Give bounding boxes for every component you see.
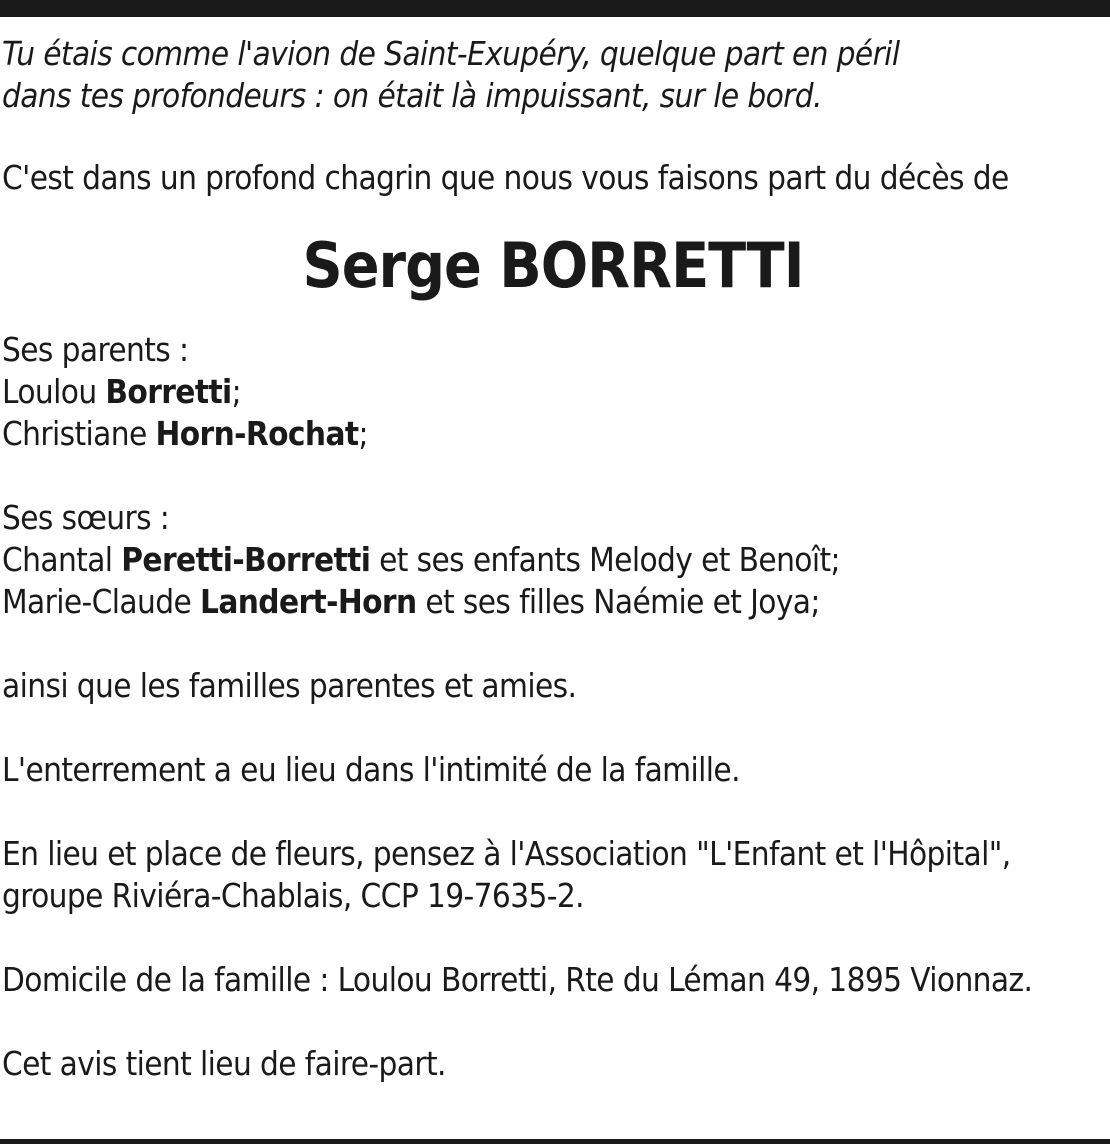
parent-last-name: Borretti <box>105 372 232 411</box>
parents-section <box>2 329 1108 455</box>
parents-heading: Ses parents : <box>2 330 189 369</box>
burial-text: L'enterrement a eu lieu dans l'intimité de la famille. <box>2 750 740 789</box>
sister-details: et ses enfants Melody et Benoît; <box>370 540 840 579</box>
sister-last-name: Peretti-Borretti <box>121 540 371 579</box>
parent-suffix: ; <box>358 414 368 453</box>
sister-entry <box>2 581 1108 623</box>
deceased-name: Serge BORRETTI <box>302 229 804 302</box>
parent-first-name: Christiane <box>2 414 156 453</box>
sister-entry <box>2 539 1108 581</box>
sister-first-name: Chantal <box>2 540 122 579</box>
donation-line: groupe Riviéra-Chablais, CCP 19-7635-2. <box>2 876 584 915</box>
donation-line: En lieu et place de fleurs, pensez à l'Association "L'Enfant et l'Hôpital", <box>2 834 1011 873</box>
sister-details: et ses filles Naémie et Joya; <box>416 582 820 621</box>
top-border-rule <box>0 0 1110 17</box>
obituary-notice <box>2 33 1108 1085</box>
donation-text <box>2 833 1108 917</box>
epigraph-line: Tu étais comme l'avion de Saint-Exupéry, quelque part en péril <box>2 34 900 73</box>
domicile-text: Domicile de la famille : Loulou Borretti, Rte du Léman 49, 1895 Vionnaz. <box>2 960 1033 999</box>
parent-entry <box>2 413 1108 455</box>
parent-last-name: Horn-Rochat <box>155 414 359 453</box>
bottom-border-rule <box>0 1139 1110 1144</box>
parent-suffix: ; <box>231 372 242 411</box>
families-text: ainsi que les familles parentes et amies. <box>2 666 577 705</box>
epigraph-line: dans tes profondeurs : on était là impuissant, sur le bord. <box>2 76 822 115</box>
sister-last-name: Landert-Horn <box>200 582 417 621</box>
epigraph <box>2 33 1108 117</box>
sisters-heading: Ses sœurs : <box>2 498 170 537</box>
intro-text: C'est dans un profond chagrin que nous vous faisons part du décès de <box>2 158 1009 197</box>
sister-first-name: Marie-Claude <box>2 582 200 621</box>
parent-first-name: Loulou <box>2 372 106 411</box>
closing-text: Cet avis tient lieu de faire-part. <box>2 1044 446 1083</box>
sisters-section <box>2 497 1108 623</box>
parent-entry <box>2 371 1108 413</box>
